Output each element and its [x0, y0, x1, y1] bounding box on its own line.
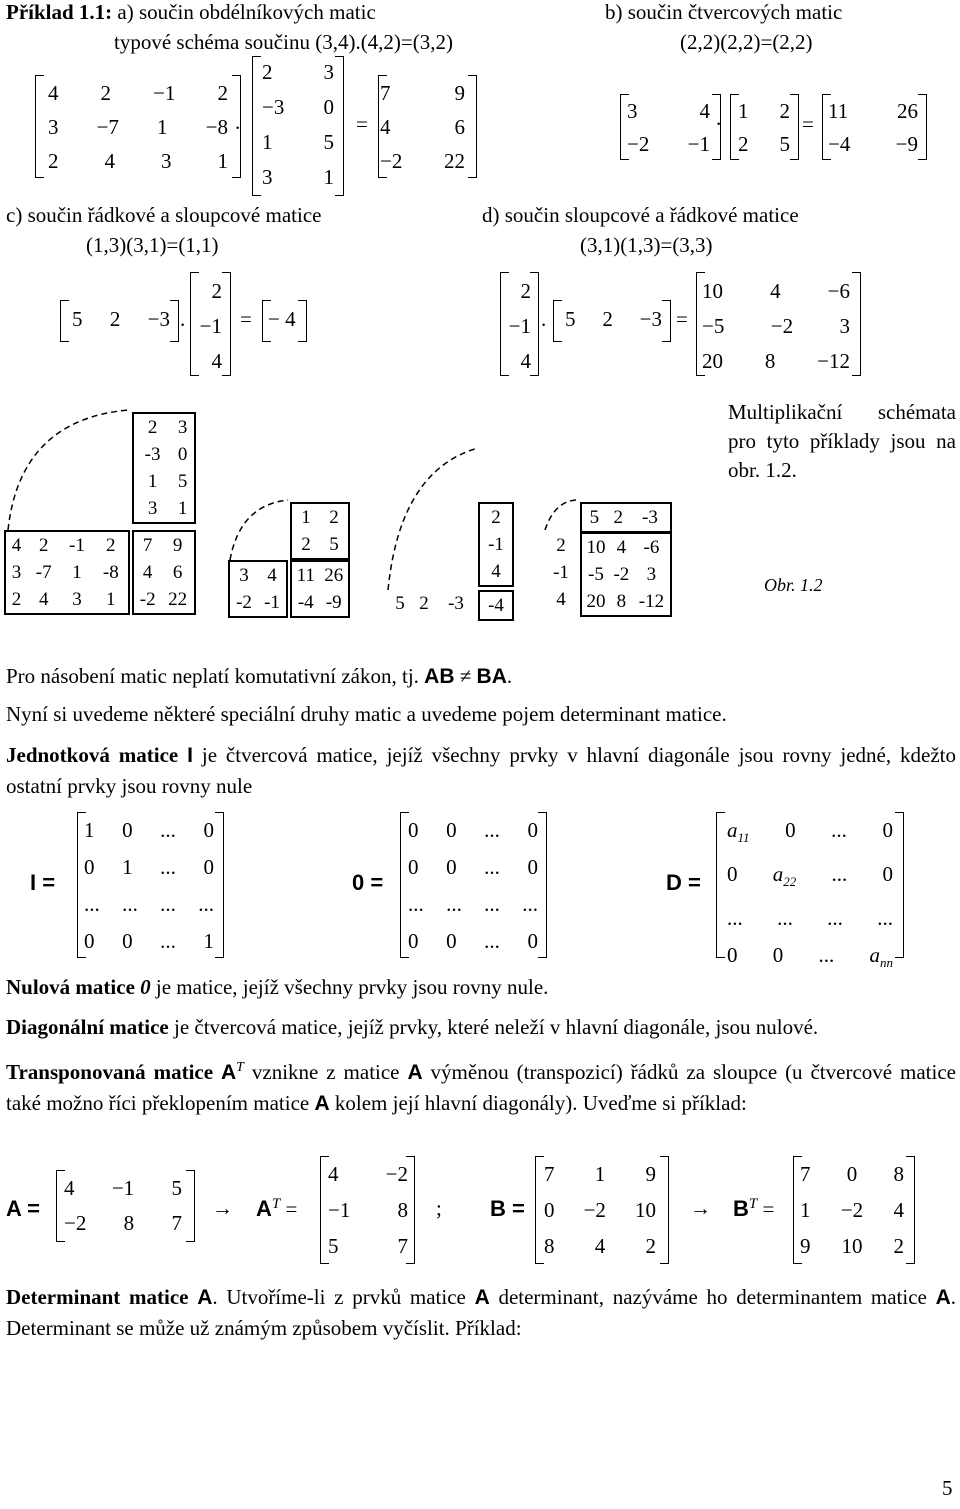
- matrix-b-left: 3 4 −2 −1: [627, 99, 710, 156]
- part-d-label: d) součin sloupcové a řádkové matice: [482, 203, 799, 227]
- matrix-d-col: 2 −1 4: [508, 279, 531, 373]
- part-b-subtitle: (2,2)(2,2)=(2,2): [680, 30, 813, 54]
- matrix-a-mid: 2 3 −3 0 1 5 3 1: [262, 60, 334, 189]
- scheme2-left: 3 4 -2 -1: [228, 560, 288, 618]
- scheme2-result: 11 26 -4 -9: [290, 560, 350, 618]
- part-d-subtitle: (3,1)(1,3)=(3,3): [580, 233, 713, 257]
- matrix-d-row: 5 2 −3: [565, 307, 662, 331]
- matrix-b-mid: 1 2 2 5: [738, 99, 790, 156]
- paragraph-determinant: Determinant matice A. Utvoříme-li z prvků matice A determinant, nazýváme ho determinantem matice A. Determinant se může už známým způsobem vyčíslit. Příklad:: [6, 1285, 956, 1340]
- scheme4-top: 5 2 -3: [580, 502, 672, 533]
- paragraph-zero: Nulová matice 0 je matice, jejíž všechny prvky jsou rovny nule.: [6, 975, 549, 999]
- paragraph-identity: Jednotková matice I je čtvercová matice, jejíž všechny prvky v hlavní diagonále jsou rovny jedné, kdežto ostatní prvky jsou rovny nule: [6, 743, 956, 798]
- paragraph-diagonal: Diagonální matice je čtvercová matice, jejíž prvky, které neleží v hlavní diagonále, jsou nulové.: [6, 1015, 819, 1039]
- scheme4-left: 2 -1 4: [553, 534, 569, 610]
- page-number: 5: [942, 1476, 953, 1500]
- matrix-b-right: 11 26 −4 −9: [828, 99, 918, 156]
- part-c-subtitle: (1,3)(3,1)=(1,1): [86, 233, 219, 257]
- part-c-label: c) součin řádkové a sloupcové matice: [6, 203, 322, 227]
- scheme3-top: 2 -1 4: [478, 502, 514, 587]
- scheme4-result: 10 4 -6 -5 -2 3 20 8 -12: [580, 532, 672, 617]
- scheme3-left: 5 2 -3: [395, 592, 464, 614]
- part-b-label: b) součin čtvercových matic: [605, 0, 843, 24]
- paragraph-transpose: Transponovaná matice $A^T$ vznikne z matice A výměnou (transpozicí) řádků za sloupce (u čtvercové matice také možno říci překlopením matice A kolem její hlavní diagonály). Uveďme si příklad:: [6, 1060, 956, 1115]
- paragraph-intro: Nyní si uvedeme některé speciální druhy matic a uvedeme pojem determinant matice.: [6, 702, 727, 726]
- scheme1-result: 7 9 4 6 -2 22: [132, 530, 196, 615]
- matrix-c-result: − 4: [268, 307, 296, 331]
- matrix-d-result: 10 4 −6 −5 −2 3 20 8 −12: [702, 279, 850, 373]
- scheme-note: Multiplikační schémata pro tyto příklady jsou na obr. 1.2.: [728, 400, 956, 482]
- matrix-a-left: 4 2 −1 2 3 −7 1 −8 2 4 3 1: [48, 81, 228, 173]
- figure-caption: Obr. 1.2: [764, 575, 823, 595]
- matrix-c-col: 2 −1 4: [199, 279, 222, 373]
- scheme1-left: 4 2 -1 2 3 -7 1 -8 2 4 3 1: [4, 530, 130, 615]
- matrix-c-row: 5 2 −3: [72, 307, 170, 331]
- example-number: Příklad 1.1:: [6, 0, 113, 24]
- scheme2-top: 1 2 2 5: [290, 502, 350, 560]
- paragraph-commutativity: Pro násobení matic neplatí komutativní zákon, tj. AB ≠ BA.: [6, 664, 513, 688]
- part-a-subtitle: typové schéma součinu (3,4).(4,2)=(3,2): [114, 30, 454, 54]
- scheme1-top: 2 3 -3 0 1 5 3 1: [132, 412, 196, 524]
- part-a-label: a) součin obdélníkových matic: [117, 0, 376, 24]
- matrix-a-right: 7 9 4 6 −2 22: [380, 81, 465, 173]
- scheme3-result: -4: [478, 590, 514, 621]
